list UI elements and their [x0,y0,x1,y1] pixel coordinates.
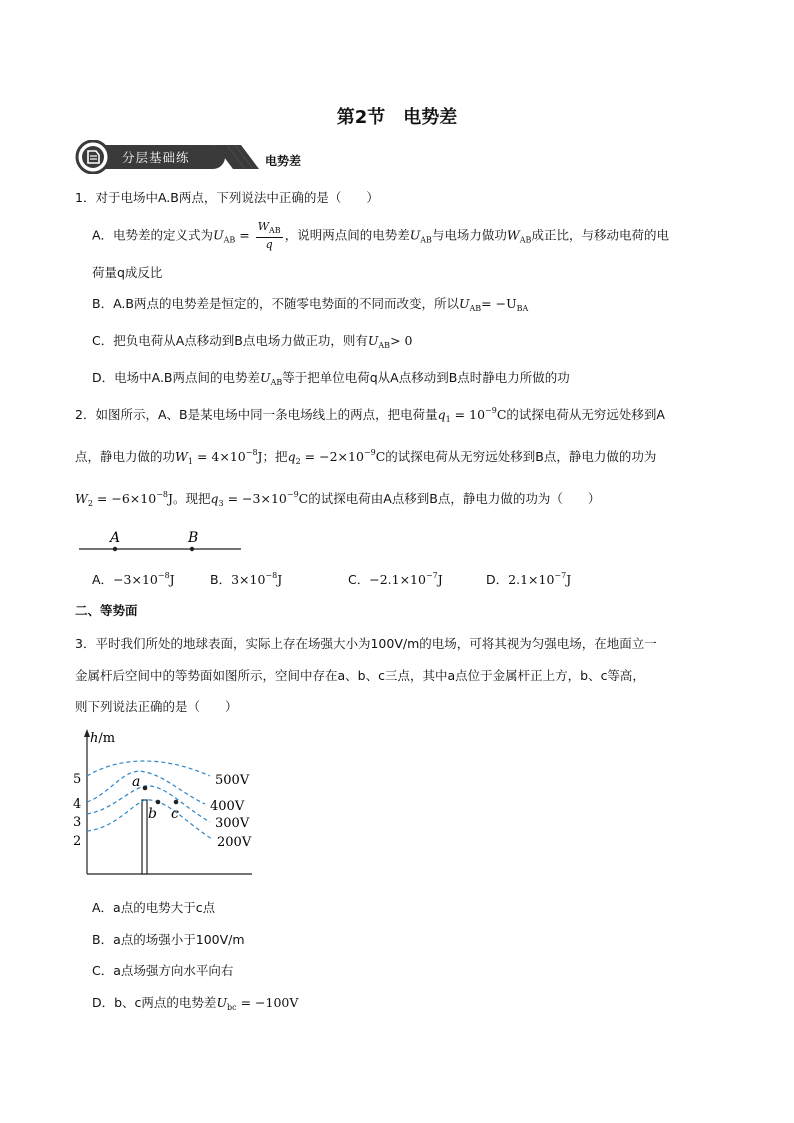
label-300v: 300V [215,816,250,831]
metal-rod [142,800,147,874]
q2-field-line-figure [75,524,245,556]
tick-5: 5 [73,772,82,787]
label-c: c [171,806,179,822]
section-heading: 二、等势面 [75,603,138,618]
q3-option-c: C．a点场强方向水平向右 [92,963,234,978]
q1-stem: 1．对于电场中A.B两点，下列说法中正确的是（ ） [75,190,379,205]
q2-line1: 2．如图所示，A、B是某电场中同一条电场线上的两点，把电荷量$q_1 = 10^{-9}C$的试探电荷从无穷远处移到A [75,406,665,424]
q1-option-a-line2: 荷量q成反比 [92,265,163,280]
q1-option-a: A．电势差的定义式为$U_{AB}$ = $\frac{W_{AB}}{q}$ ，说明两点间的电势差$U_{AB}$与电场力做功$W_{AB}$成正比，与移动电荷的电 [92,220,669,251]
q2-line3: $W_2 = -6\times 10^{-8}J$。现把$q_3 = -3\times 10^{-9}C$的试探电荷由A点移到B点，静电力做的功为（ ） [75,490,601,508]
page-title: 第2节 电势差 [336,107,458,128]
label-400v: 400V [210,799,245,814]
label-500v: 500V [215,773,250,788]
q2-option-c: C．$-2.1\times 10^{-7}J$ [348,571,443,587]
q3-line1: 3．平时我们所处的地球表面，实际上存在场强大小为100V/m的电场，可将其视为匀强电场，在地面立一 [75,636,657,651]
tick-4: 4 [73,797,82,812]
q1-option-b: B．A.B两点的电势差是恒定的，不随零电势面的不同而改变，所以$U_{AB}= -U_{BA}$ [92,296,529,313]
point-a [113,547,117,551]
label-a: A [110,530,121,546]
y-axis-label: h/m [90,731,116,746]
tick-3: 3 [73,815,82,830]
q3-equipotential-figure [70,726,260,878]
curve-500v [87,761,210,776]
label-b: b [148,806,157,822]
q1-option-d: D．电场中A.B两点间的电势差$U_{AB}$等于把单位电荷q从A点移动到B点时静电力所做的功 [92,370,570,387]
q1-option-c: C．把负电荷从A点移动到B点电场力做正功，则有$U_{AB}> 0$ [92,333,413,350]
banner-section: 电势差 [265,154,302,168]
q3-line3: 则下列说法正确的是（ ） [75,699,238,714]
point-b [190,547,194,551]
q3-option-b: B．a点的场强小于100V/m [92,932,245,947]
tick-2: 2 [73,834,82,849]
point-b [156,800,161,805]
label-200v: 200V [217,835,252,850]
q3-line2: 金属杆后空间中的等势面如图所示，空间中存在a、b、c三点，其中a点位于金属杆正上方，b、c等高， [75,668,645,683]
q3-option-d: D．b、c两点的电势差$U_{bc} = -100V$ [92,995,299,1012]
q2-option-a: A．$-3\times 10^{-8}J$ [92,571,175,587]
q3-option-a: A．a点的电势大于c点 [92,900,216,915]
label-a: a [132,774,141,790]
q2-line2: 点，静电力做的功$W_1 = 4\times 10^{-8}J$；把$q_2 = -2\times 10^{-9}C$的试探电荷从无穷远处移到B点，静电力做的功为 [75,448,657,466]
banner-label: 分层基础练 [122,150,190,165]
label-b: B [188,530,199,546]
q2-option-b: B．$3\times 10^{-8}J$ [210,571,283,587]
q2-option-d: D．$2.1\times 10^{-7}J$ [486,571,572,587]
point-a [143,786,148,791]
point-c [174,800,179,805]
